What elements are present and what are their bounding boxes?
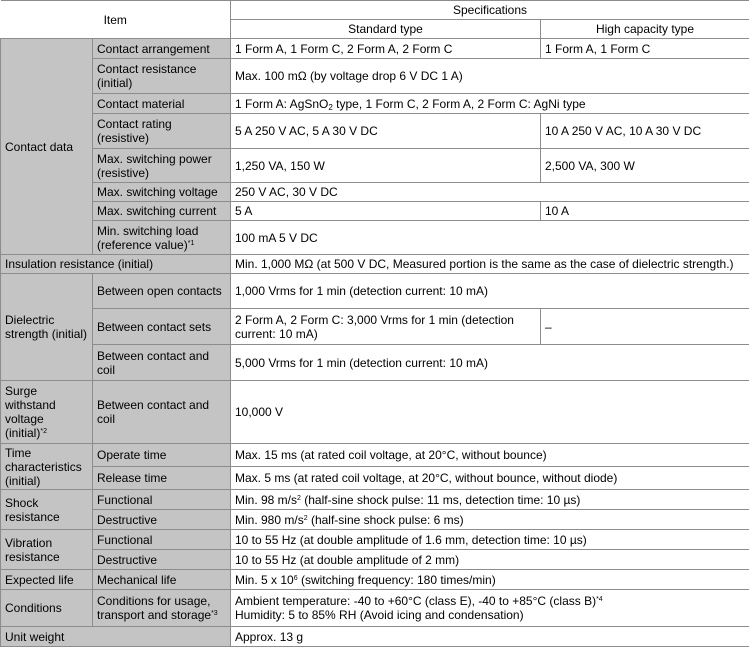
between-contact-sets-high: – bbox=[541, 309, 749, 345]
mechanical-life-exponent: 6 bbox=[293, 574, 298, 582]
unit-weight-value: Approx. 13 g bbox=[231, 627, 749, 647]
between-contact-sets-standard: 2 Form A, 2 Form C: 3,000 Vrms for 1 min (detection current: 10 mA) bbox=[231, 309, 541, 345]
conditions-usage-label bbox=[93, 590, 231, 627]
shock-functional-value bbox=[231, 490, 749, 510]
vibration-destructive-label: Destructive bbox=[93, 550, 231, 570]
dielectric-between-contact-coil-value: 5,000 Vrms for 1 min (detection current: 10 mA) bbox=[231, 345, 749, 381]
dielectric-strength-label: Dielectric strength (initial) bbox=[1, 274, 93, 381]
shock-functional-suffix: (half-sine shock pulse: 11 ms, detection time: 10 µs) bbox=[300, 492, 581, 507]
conditions-label: Conditions bbox=[1, 590, 93, 627]
contact-rating-high: 10 A 250 V AC, 10 A 30 V DC bbox=[541, 114, 749, 149]
conditions-usage-text: Conditions for usage, transport and storage bbox=[97, 594, 212, 622]
surge-between-contact-coil-label: Between contact and coil bbox=[93, 381, 231, 444]
max-switching-power-standard: 1,250 VA, 150 W bbox=[231, 149, 541, 183]
contact-arrangement-high: 1 Form A, 1 Form C bbox=[541, 39, 749, 59]
conditions-usage-value bbox=[231, 590, 749, 627]
release-time-value: Max. 5 ms (at rated coil voltage, at 20°C, without bounce, without diode) bbox=[231, 467, 749, 490]
max-switching-voltage-value: 250 V AC, 30 V DC bbox=[231, 183, 749, 202]
vibration-resistance-label: Vibration resistance bbox=[1, 530, 93, 570]
mechanical-life-suffix: (switching frequency: 180 times/min) bbox=[297, 572, 496, 587]
max-switching-power-high: 2,500 VA, 300 W bbox=[541, 149, 749, 183]
ambient-temperature-text: Ambient temperature: -40 to +60°C (class E), -40 to +85°C (class B) bbox=[235, 594, 597, 608]
shock-destructive-exponent: 2 bbox=[303, 514, 308, 522]
contact-material-prefix: 1 Form A: AgSnO bbox=[235, 96, 329, 111]
shock-destructive-suffix: (half-sine shock pulse: 6 ms) bbox=[307, 512, 464, 527]
between-open-contacts-label: Between open contacts bbox=[93, 274, 231, 309]
expected-life-label: Expected life bbox=[1, 570, 93, 590]
unit-weight-label: Unit weight bbox=[1, 627, 231, 647]
standard-type-header: Standard type bbox=[231, 20, 541, 39]
shock-destructive-prefix: Min. 980 m/s bbox=[235, 512, 304, 527]
item-header: Item bbox=[1, 1, 231, 39]
contact-material-subscript: 2 bbox=[328, 102, 333, 112]
contact-material-label: Contact material bbox=[93, 94, 231, 114]
time-characteristics-label: Time characteristics (initial) bbox=[1, 444, 93, 490]
contact-rating-standard: 5 A 250 V AC, 5 A 30 V DC bbox=[231, 114, 541, 149]
shock-destructive-label: Destructive bbox=[93, 510, 231, 530]
between-contact-sets-label: Between contact sets bbox=[93, 309, 231, 345]
mechanical-life-label: Mechanical life bbox=[93, 570, 231, 590]
operate-time-label: Operate time bbox=[93, 444, 231, 467]
shock-resistance-label: Shock resistance bbox=[1, 490, 93, 530]
release-time-label: Release time bbox=[93, 467, 231, 490]
operate-time-value: Max. 15 ms (at rated coil voltage, at 20°C, without bounce) bbox=[231, 444, 749, 467]
contact-rating-label: Contact rating (resistive) bbox=[93, 114, 231, 149]
between-open-contacts-value: 1,000 Vrms for 1 min (detection current: 10 mA) bbox=[231, 274, 749, 309]
contact-resistance-value: Max. 100 mΩ (by voltage drop 6 V DC 1 A) bbox=[231, 59, 749, 94]
vibration-destructive-value: 10 to 55 Hz (at double amplitude of 2 mm) bbox=[231, 550, 749, 570]
shock-functional-exponent: 2 bbox=[297, 494, 301, 502]
max-switching-voltage-label: Max. switching voltage bbox=[93, 183, 231, 202]
specifications-header: Specifications bbox=[231, 1, 749, 20]
shock-destructive-value bbox=[231, 510, 749, 530]
shock-functional-label: Functional bbox=[93, 490, 231, 510]
contact-arrangement-label: Contact arrangement bbox=[93, 39, 231, 59]
contact-data-label: Contact data bbox=[1, 39, 93, 255]
footnote-3-marker: *3 bbox=[211, 610, 218, 617]
footnote-1-marker: *1 bbox=[187, 239, 195, 247]
min-switching-load-text: Min. switching load (reference value) bbox=[97, 223, 199, 252]
insulation-resistance-label: Insulation resistance (initial) bbox=[1, 255, 231, 274]
contact-material-suffix: type, 1 Form C, 2 Form A, 2 Form C: AgNi type bbox=[332, 96, 586, 111]
contact-material-value bbox=[231, 94, 749, 114]
contact-resistance-label: Contact resistance (initial) bbox=[93, 59, 231, 94]
max-switching-power-label: Max. switching power (resistive) bbox=[93, 149, 231, 183]
min-switching-load-label bbox=[93, 221, 231, 255]
contact-arrangement-standard: 1 Form A, 1 Form C, 2 Form A, 2 Form C bbox=[231, 39, 541, 59]
vibration-functional-value: 10 to 55 Hz (at double amplitude of 1.6 mm, detection time: 10 µs) bbox=[231, 530, 749, 550]
high-capacity-type-header: High capacity type bbox=[541, 20, 749, 39]
humidity-line: Humidity: 5 to 85% RH (Avoid icing and condensation) bbox=[235, 608, 524, 622]
ambient-temperature-line bbox=[235, 594, 745, 608]
min-switching-load-value: 100 mA 5 V DC bbox=[231, 221, 749, 255]
max-switching-current-label: Max. switching current bbox=[93, 202, 231, 221]
insulation-resistance-value: Min. 1,000 MΩ (at 500 V DC, Measured portion is the same as the case of dielectric strength.) bbox=[231, 255, 749, 274]
vibration-functional-label: Functional bbox=[93, 530, 231, 550]
mechanical-life-value bbox=[231, 570, 749, 590]
footnote-4-marker: *4 bbox=[596, 596, 603, 603]
surge-between-contact-coil-value: 10,000 V bbox=[231, 381, 749, 444]
max-switching-current-high: 10 A bbox=[541, 202, 749, 221]
mechanical-life-prefix: Min. 5 x 10 bbox=[235, 572, 294, 587]
surge-withstand-voltage-text: Surge withstand voltage (initial) bbox=[5, 384, 56, 440]
max-switching-current-standard: 5 A bbox=[231, 202, 541, 221]
surge-withstand-voltage-label bbox=[1, 381, 93, 444]
shock-functional-prefix: Min. 98 m/s bbox=[235, 492, 298, 507]
footnote-2-marker: *2 bbox=[40, 428, 47, 435]
dielectric-between-contact-coil-label: Between contact and coil bbox=[93, 345, 231, 381]
